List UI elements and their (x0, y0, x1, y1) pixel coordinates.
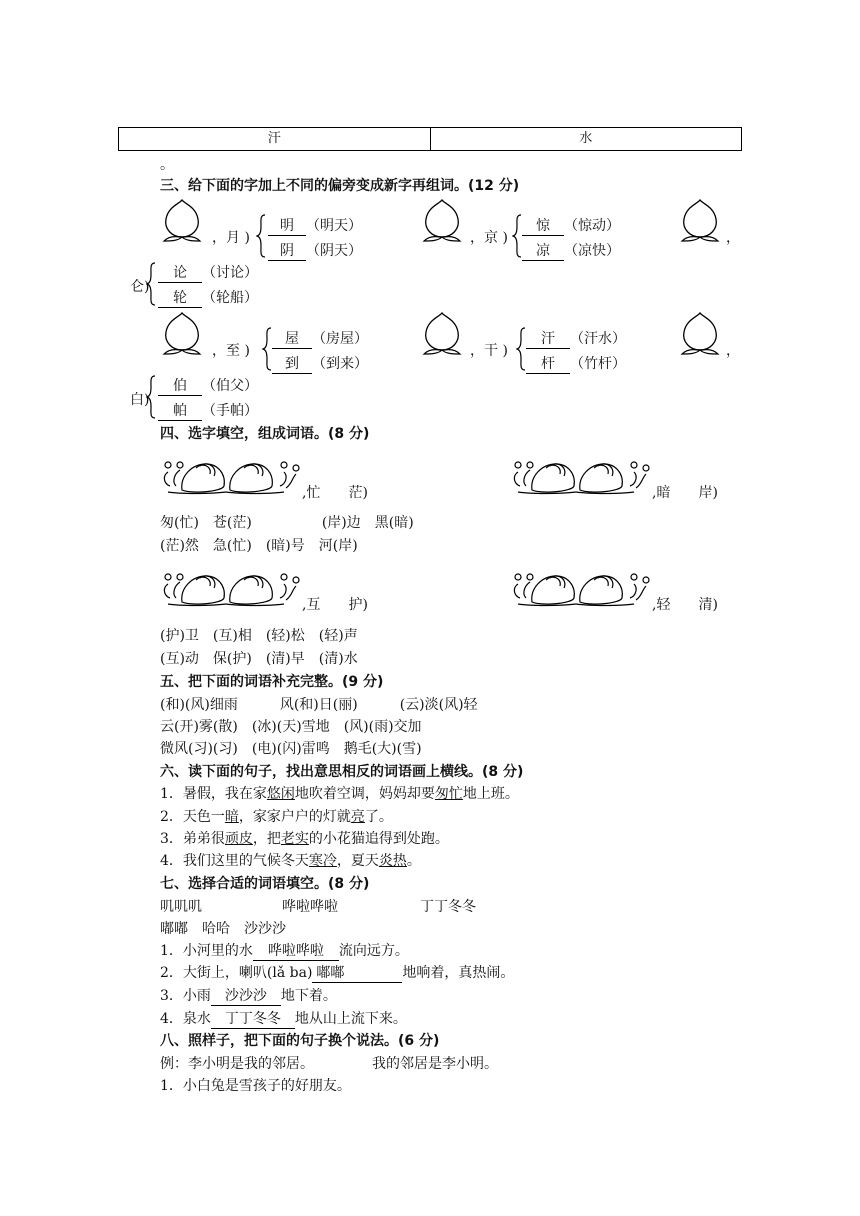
answer-row: 阴 （阴天） (268, 242, 362, 261)
snail-label: ,互 护) (302, 597, 368, 613)
base-char: ，京 ) (470, 230, 508, 246)
snail-icon (160, 568, 300, 608)
example-sentence: 例：李小明是我的邻居。 (160, 1056, 314, 1072)
answer-row: 惊 （惊动） (522, 217, 620, 236)
question: 1．小白兔是雪孩子的好朋友。 (160, 1078, 351, 1094)
base-char: 仑) (130, 279, 150, 295)
peach-icon (158, 197, 206, 245)
base-char: ，至 ) (212, 343, 250, 359)
word-option: 叽叽叽 (160, 899, 202, 915)
table-cell-2: 水 (430, 128, 742, 150)
sentence: 1．暑假，我在家悠闲地吹着空调，妈妈却要匆忙地上班。 (160, 786, 519, 802)
section-3-title: 三、给下面的字加上不同的偏旁变成新字再组词。(12 分) (160, 178, 520, 194)
word-option: 哗啦哗啦 (282, 899, 338, 915)
peach-icon (418, 197, 466, 245)
answer-row: 到 （到来） (272, 355, 368, 374)
sentence: 4．泉水 丁丁冬冬 地从山上流下来。 (160, 1011, 407, 1027)
section-4-title: 四、选字填空，组成词语。(8 分) (160, 426, 370, 442)
answer-row: 轮 （轮船） (158, 289, 258, 308)
brace-icon (512, 214, 522, 258)
word-option: 丁丁冬冬 (420, 899, 476, 915)
peach-icon (676, 310, 724, 358)
period-mark: 。 (160, 157, 174, 173)
base-char: ，月 ) (212, 230, 250, 246)
snail-label: ,轻 清) (652, 597, 718, 613)
answer-row: 明 （明天） (268, 217, 362, 236)
answer-row: 帕 （手帕） (158, 402, 258, 421)
answer-line: (和)(风)细雨 风(和)日(丽) (云)淡(风)轻 (160, 697, 478, 713)
snail-icon (160, 456, 300, 496)
peach-icon (418, 310, 466, 358)
answer-row: 屋 （房屋） (272, 330, 368, 349)
answer-line: (互)动 保(护) (清)早 (清)水 (160, 651, 358, 667)
sentence: 3．小雨 沙沙沙 地下着。 (160, 988, 337, 1004)
section-7-title: 七、选择合适的词语填空。(8 分) (160, 876, 370, 892)
answer-row: 论 （讨论） (158, 264, 258, 283)
section-8-title: 八、照样子，把下面的句子换个说法。(6 分) (160, 1033, 440, 1049)
answer-line: 匆(忙) 苍(茫) (岸)边 黑(暗) (160, 515, 414, 531)
section-5-title: 五、把下面的词语补充完整。(9 分) (160, 674, 384, 690)
answer-line: (护)卫 (互)相 (轻)松 (轻)声 (160, 628, 358, 644)
brace-icon (146, 262, 156, 306)
base-char: ，干 ) (470, 343, 508, 359)
snail-label: ,忙 茫) (302, 485, 368, 501)
base-char: 白) (130, 392, 150, 408)
sentence: 4．我们这里的气候冬天寒冷，夏天炎热。 (160, 853, 421, 869)
brace-icon (516, 327, 526, 371)
answer-row: 杆 （竹杆） (526, 355, 626, 374)
brace-icon (256, 214, 266, 258)
table-cell-1: 汗 (267, 131, 281, 146)
word-table (118, 127, 742, 151)
snail-label: ,暗 岸) (652, 485, 718, 501)
brace-icon (262, 327, 272, 371)
peach-icon (158, 310, 206, 358)
answer-line: (茫)然 急(忙) (暗)号 河(岸) (160, 538, 358, 554)
sentence: 2．天色一暗，家家户户的灯就亮了。 (160, 809, 393, 825)
word-options: 嘟嘟 哈哈 沙沙沙 (160, 921, 286, 937)
answer-row: 凉 （凉快） (522, 242, 620, 261)
answer-row: 伯 （伯父） (158, 377, 258, 396)
section-6-title: 六、读下面的句子，找出意思相反的词语画上横线。(8 分) (160, 764, 524, 780)
snail-icon (510, 568, 650, 608)
sentence: 2．大街上，喇叭(lǎ ba) 嘟嘟 地响着，真热闹。 (160, 965, 515, 981)
comma: ， (726, 230, 740, 246)
answer-line: 云(开)雾(散) (冰)(天)雪地 (风)(雨)交加 (160, 719, 422, 735)
peach-icon (676, 197, 724, 245)
snail-icon (510, 456, 650, 496)
brace-icon (146, 375, 156, 419)
answer-row: 汗 （汗水） (526, 330, 626, 349)
sentence: 3．弟弟很顽皮，把老实的小花猫追得到处跑。 (160, 831, 449, 847)
comma: ， (726, 343, 740, 359)
example-answer: 我的邻居是李小明。 (372, 1056, 498, 1072)
sentence: 1．小河里的水 哗啦哗啦 流向远方。 (160, 943, 409, 959)
answer-line: 微风(习)(习) (电)(闪)雷鸣 鹅毛(大)(雪) (160, 741, 422, 757)
